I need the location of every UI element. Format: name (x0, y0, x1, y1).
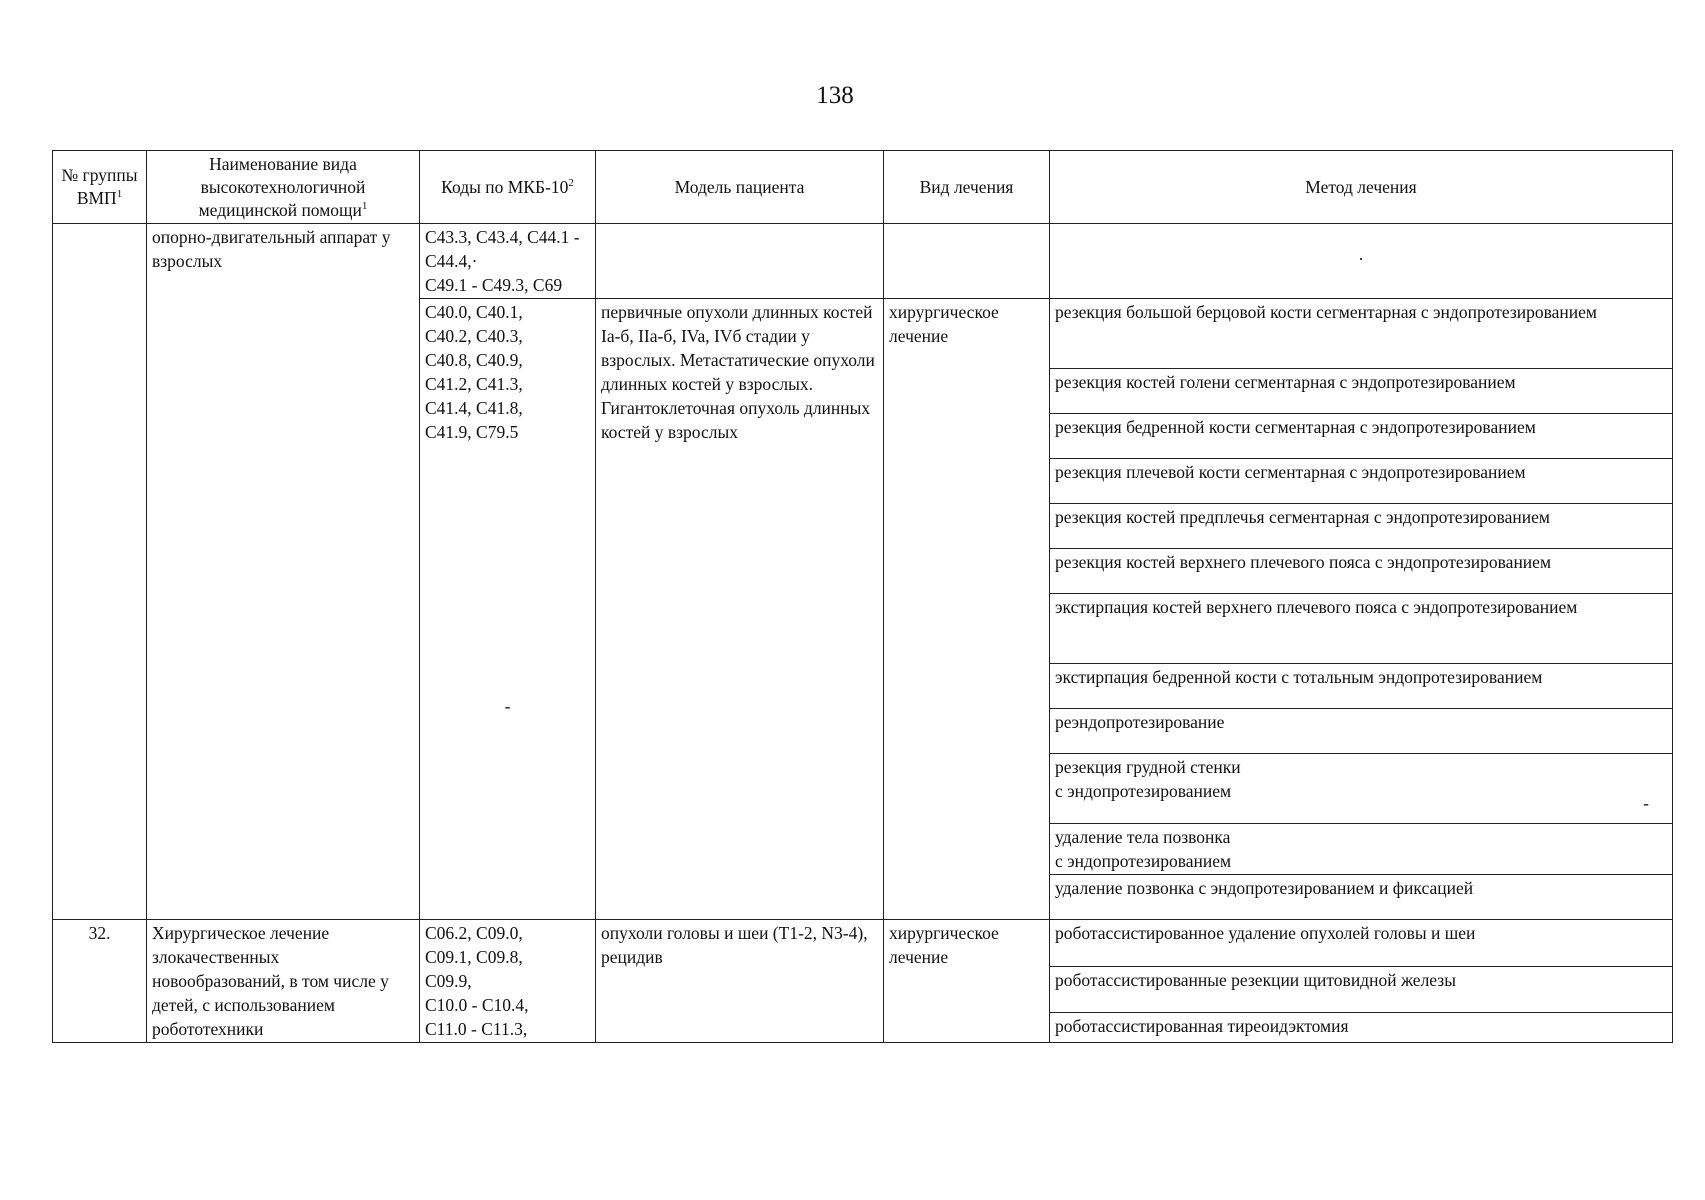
treatment-type-cell (884, 224, 1050, 299)
group-number-cell: 32. (53, 920, 147, 1043)
method-cell: экстирпация костей верхнего плечевого пояса с эндопротезированием (1050, 594, 1673, 664)
header-codes: Коды по МКБ-$10^2$ (420, 151, 596, 224)
header-method: Метод лечения (1050, 151, 1673, 224)
method-cell: резекция грудной стенки с эндопротезированием - (1050, 754, 1673, 824)
name-cell: опорно-двигательный аппарат у взрослых (147, 224, 420, 920)
vmp-table (52, 150, 1673, 1043)
group-number-cell (53, 224, 147, 920)
method-cell: резекция костей предплечья сегментарная с эндопротезированием (1050, 504, 1673, 549)
method-cell: роботассистированное удаление опухолей головы и шеи (1050, 920, 1673, 967)
method-cell: резекция большой берцовой кости сегментарная с эндопротезированием (1050, 299, 1673, 369)
page-number: 138 (816, 82, 854, 109)
method-cell: резекция костей голени сегментарная с эндопротезированием (1050, 369, 1673, 414)
treatment-type-cell: хирургическое лечение (884, 920, 1050, 1043)
method-cell: роботассистированные резекции щитовидной железы (1050, 966, 1673, 1013)
method-cell: реэндопротезирование (1050, 709, 1673, 754)
header-group-number: № группы ВМП$^1$ (53, 151, 147, 224)
method-cell: резекция бедренной кости сегментарная с эндопротезированием (1050, 414, 1673, 459)
header-name: Наименование вида высокотехнологичной медицинской помощи$^1$ (147, 151, 420, 224)
method-cell: удаление тела позвонка с эндопротезированием (1050, 824, 1673, 875)
table-row (53, 224, 1673, 299)
model-cell: опухоли головы и шеи (T1-2, N3-4), рецидив (596, 920, 884, 1043)
model-cell: первичные опухоли длинных костей Ia-б, IIa-б, IVa, IVб стадии у взрослых. Метастатические опухоли длинных костей у взрослых. Гигантоклеточная опухоль длинных костей у взрослых (596, 299, 884, 920)
dash-mark: - (1643, 793, 1649, 813)
method-cell: · (1050, 224, 1673, 299)
codes-cell: C43.3, C43.4, C44.1 - C44.4,· C49.1 - C49.3, C69 (420, 224, 596, 299)
method-cell: экстирпация бедренной кости с тотальным эндопротезированием (1050, 664, 1673, 709)
header-treatment-type: Вид лечения (884, 151, 1050, 224)
codes-cell: C40.0, C40.1, C40.2, C40.3, C40.8, C40.9, C41.2, C41.3, C41.4, C41.8, C41.9, C79.5 - (420, 299, 596, 920)
method-cell: удаление позвонка с эндопротезированием и фиксацией (1050, 875, 1673, 920)
model-cell (596, 224, 884, 299)
method-cell: резекция костей верхнего плечевого пояса с эндопротезированием (1050, 549, 1673, 594)
table-header-row (53, 151, 1673, 224)
header-model: Модель пациента (596, 151, 884, 224)
table-row (53, 920, 1673, 967)
codes-cell: C06.2, C09.0, C09.1, C09.8, C09.9, C10.0 - C10.4, C11.0 - C11.3, (420, 920, 596, 1043)
method-cell: резекция плечевой кости сегментарная с эндопротезированием (1050, 459, 1673, 504)
name-cell: Хирургическое лечение злокачественных новообразований, в том числе у детей, с использованием робототехники (147, 920, 420, 1043)
treatment-type-cell: хирургическое лечение (884, 299, 1050, 920)
method-cell: роботассистированная тиреоидэктомия (1050, 1013, 1673, 1043)
dash-mark: - (504, 696, 511, 716)
